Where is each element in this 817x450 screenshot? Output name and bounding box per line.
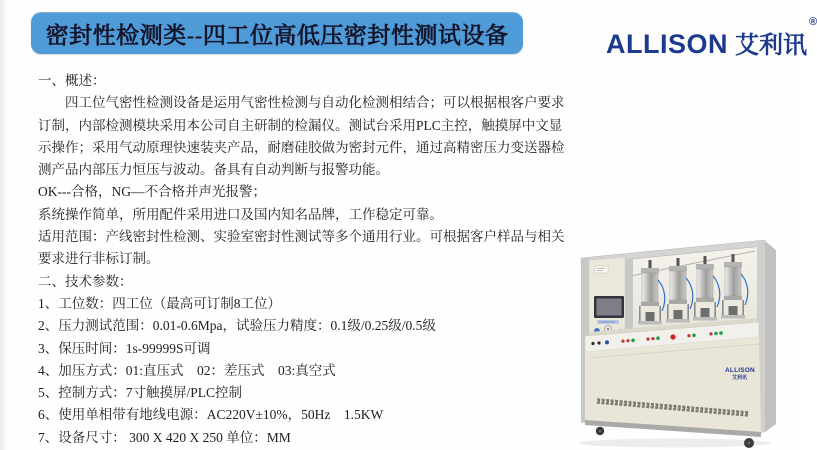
doc-line: 测产品内部压力恒压与波动。备具有自动判断与报警功能。 xyxy=(38,162,389,178)
doc-line: 系统操作简单，所用配件采用进口及国内知名品牌，工作稳定可靠。 xyxy=(38,206,443,222)
doc-line: 7、设备尺寸： 300 X 420 X 250 单位：MM xyxy=(38,429,291,445)
page-title: 密封性检测类--四工位高低压密封性测试设备 xyxy=(45,22,509,48)
panel-button xyxy=(646,337,649,340)
machine-brand-cn-text: 艾利讯 xyxy=(732,375,748,381)
model-label xyxy=(595,266,608,273)
panel-button xyxy=(631,339,635,343)
machine-illustration xyxy=(553,232,795,450)
doc-line: 2、压力测试范围：0.01-0.6Mpa，试验压力精度：0.1级/0.25级/0.5级 xyxy=(38,318,436,334)
page-edge-shading xyxy=(0,0,8,450)
doc-line: 四工位气密性检测设备是运用气密性检测与自动化检测相结合；可以根据根客户要求 xyxy=(38,95,565,111)
panel-button xyxy=(651,337,654,340)
panel-button xyxy=(709,332,712,335)
doc-line: 二、技术参数： xyxy=(38,273,133,289)
doc-line: 5、控制方式：7寸触摸屏/PLC控制 xyxy=(38,385,243,401)
control-panel xyxy=(589,257,633,341)
panel-button xyxy=(621,340,624,343)
doc-line: 3、保压时间：1s-99999S可调 xyxy=(38,340,211,356)
doc-line: 4、加压方式：01:直压式 02：差压式 03:真空式 xyxy=(38,362,336,378)
doc-line: OK---合格，NG—不合格并声光报警； xyxy=(38,184,266,200)
panel-button xyxy=(626,339,629,342)
brand-name: ALLISON xyxy=(606,29,728,59)
document-body xyxy=(38,70,565,449)
panel-button xyxy=(687,334,690,337)
panel-button xyxy=(605,340,609,344)
doc-line: 1、工位数：四工位（最高可订制8工位） xyxy=(38,295,281,311)
floor-shadow xyxy=(579,439,771,448)
doc-line: 一、概述： xyxy=(38,73,106,88)
doc-line: 订制，内部检测模块采用本公司自主研制的检漏仪。测试台采用PLC主控，触摸屏中文显 xyxy=(38,117,563,133)
doc-line: 适用范围：产线密封性检测、实验室密封性测试等多个通用行业。可根据客户样品与相关 xyxy=(38,229,565,245)
product-photo xyxy=(553,232,795,450)
machine-brand-text: ALLISON xyxy=(725,367,755,374)
panel-button xyxy=(692,334,696,338)
title-banner xyxy=(31,12,523,54)
machine-cabinet xyxy=(585,337,761,437)
panel-button xyxy=(719,331,723,335)
brand-name-chinese: 艾利讯 xyxy=(735,31,807,59)
registered-trademark-mark: ® xyxy=(809,16,817,28)
panel-button xyxy=(656,336,660,340)
panel-button xyxy=(597,341,600,344)
doc-line: 示操作；采用气动原理快速装夹产品，耐磨硅胶做为密封元件，通过高精密压力变送器检 xyxy=(38,139,565,155)
emergency-stop-button xyxy=(670,334,675,339)
doc-line: 要求进行非标订制。 xyxy=(38,251,160,267)
brand-logo xyxy=(606,16,817,59)
panel-button xyxy=(714,332,718,336)
panel-button xyxy=(591,342,594,345)
doc-line: 6、使用单相带有地线电源：AC220V±10%，50Hz 1.5KW xyxy=(38,407,384,423)
